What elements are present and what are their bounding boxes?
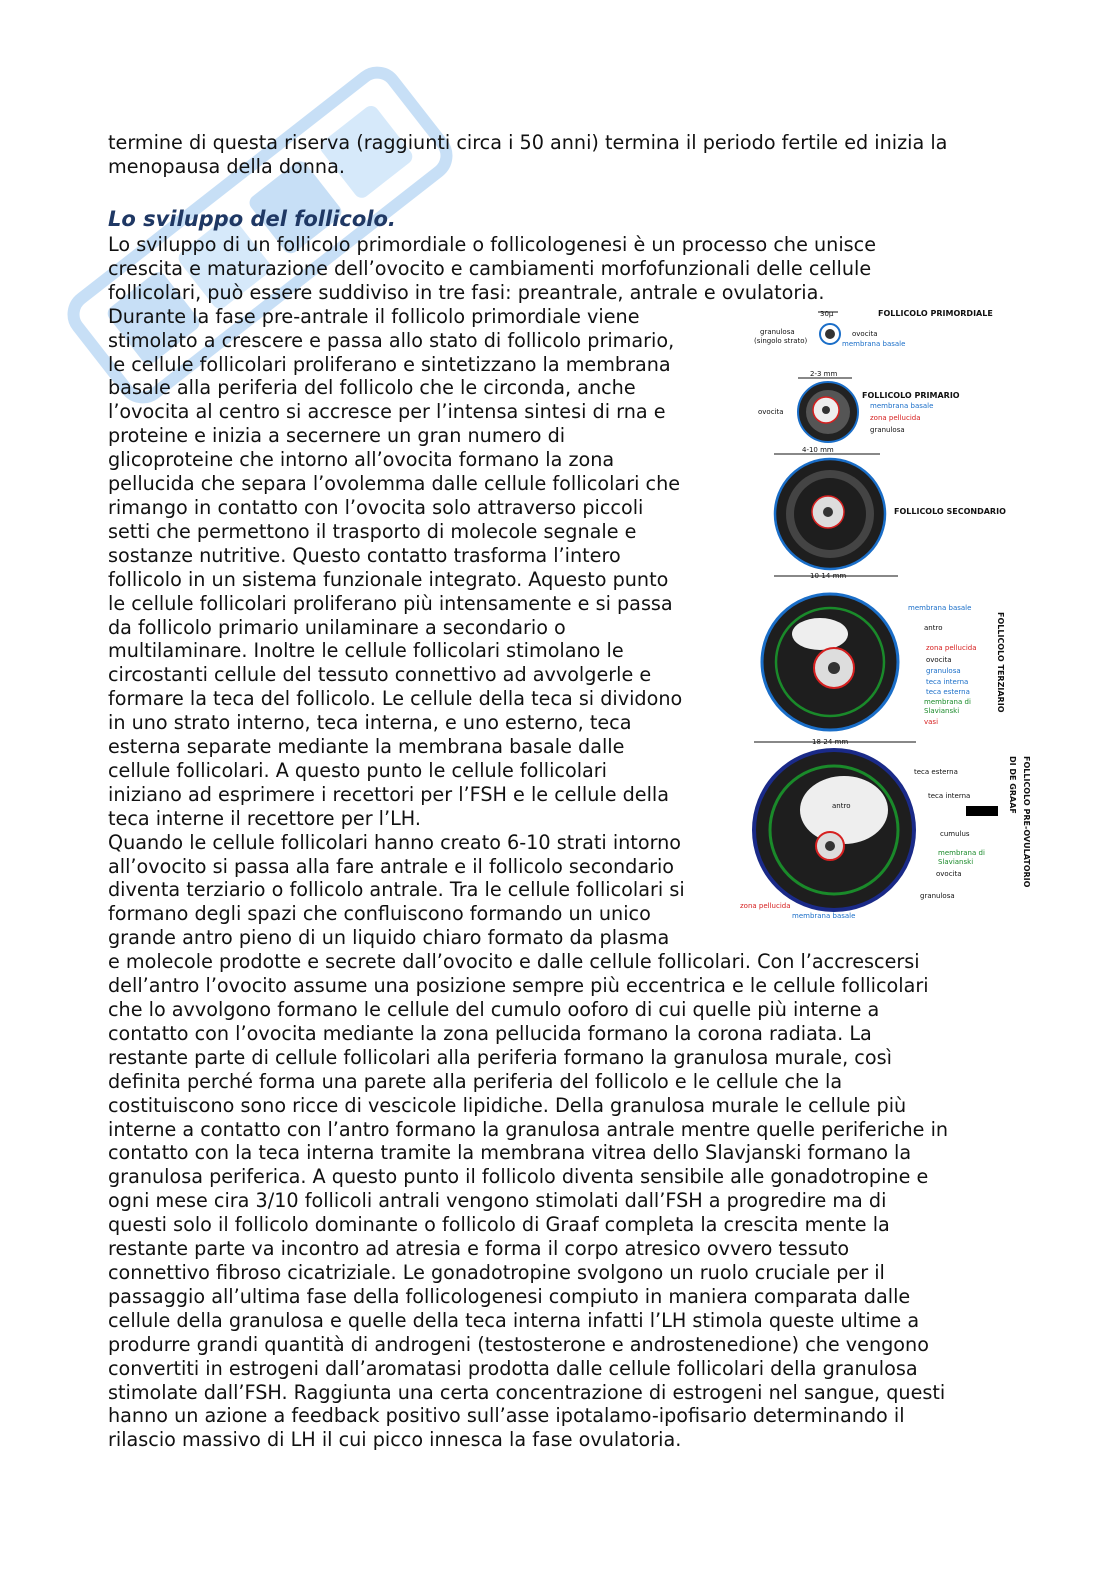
text-line: basale alla periferia del follicolo che le circonda, anche (108, 376, 636, 400)
tertiary-label: teca esterna (926, 688, 970, 696)
section-title: Lo sviluppo del follicolo. (108, 207, 396, 231)
tertiary-label: antro (924, 624, 943, 632)
text-line: stimolato a crescere e passa allo stato di follicolo primario, (108, 328, 675, 352)
primary-label: zona pellucida (870, 414, 921, 422)
text-line: l’ovocita al centro si accresce per l’intensa sintesi di rna e (108, 400, 666, 424)
text-line: follicolo in un sistema funzionale integrato. Aquesto punto (108, 567, 669, 591)
text-line: proteine e inizia a secernere un gran numero di (108, 424, 566, 448)
primary-label: membrana basale (870, 402, 934, 410)
graaf-size: 18-24 mm (812, 738, 849, 746)
primordial-title: FOLLICOLO PRIMORDIALE (878, 309, 993, 318)
graaf-label: Slavianski (938, 858, 974, 866)
tertiary-title: FOLLICOLO TERZIARIO (996, 612, 1005, 713)
text-line: formano degli spazi che confluiscono formando un unico (108, 902, 651, 926)
primary-label: ovocita (758, 408, 784, 416)
text-line: hanno un azione a feedback positivo sull’asse ipotalamo-ipofisario determinando il (108, 1404, 905, 1428)
tertiary-label: membrana di (924, 698, 971, 706)
primordial-label: granulosa (760, 328, 795, 336)
intro-paragraph (108, 131, 1008, 179)
text-line: definita perché forma una parete alla periferia del follicolo e le cellule che la (108, 1069, 843, 1093)
text-line: restante parte va incontro ad atresia e forma il corpo atresico ovvero tessuto (108, 1237, 850, 1261)
text-line: formare la teca del follicolo. Le cellule della teca si dividono (108, 687, 683, 711)
tertiary-label: Slavianski (924, 707, 960, 715)
text-line: grande antro pieno di un liquido chiaro formato da plasma (108, 926, 670, 950)
text-line: cellule follicolari. A questo punto le cellule follicolari (108, 758, 608, 782)
text-line: glicoproteine che intorno all’ovocita formano la zona (108, 448, 615, 472)
text-line: crescita e maturazione dell’ovocito e cambiamenti morfofunzionali delle cellule (108, 256, 872, 280)
text-line: cellule della granulosa e quelle della teca interna infatti l’LH stimola queste ultime a (108, 1308, 920, 1332)
text-line: esterna separate mediante la membrana basale dalle (108, 735, 625, 759)
tertiary-label: ovocita (926, 656, 952, 664)
text-line: sostanze nutritive. Questo contatto trasforma l’intero (108, 543, 621, 567)
text-line: multilaminare. Inoltre le cellule follicolari stimolano le (108, 639, 624, 663)
primary-follicle (758, 370, 960, 442)
graaf-label: teca interna (928, 792, 971, 800)
text-line: produrre grandi quantità di androgeni (testosterone e androstenedione) che vengono (108, 1332, 929, 1356)
text-line: iniziano ad esprimere i recettori per l’FSH e le cellule della (108, 782, 670, 806)
primary-title: FOLLICOLO PRIMARIO (862, 391, 960, 400)
text-line: e molecole prodotte e secrete dall’ovocito e dalle cellule follicolari. Con l’accrescersi (108, 950, 920, 974)
text-line: teca interne il recettore per l’LH. (108, 806, 421, 830)
primordial-follicle (754, 309, 993, 348)
graaf-label: teca esterna (914, 768, 958, 776)
graaf-label: antro (832, 802, 851, 810)
tertiary-size: 10-14 mm (810, 572, 847, 580)
text-line: passaggio all’ultima fase della follicologenesi compiuto in maniera comparata dalle (108, 1284, 911, 1308)
text-line: questi solo il follicolo dominante o follicolo di Graaf completa la crescita mente la (108, 1213, 890, 1237)
primordial-label: membrana basale (842, 340, 906, 348)
text-line: in uno strato interno, teca interna, e uno esterno, teca (108, 711, 632, 735)
graaf-follicle (740, 738, 1031, 920)
graaf-label: membrana basale (792, 912, 856, 920)
text-line: Lo sviluppo di un follicolo primordiale o follicologenesi è un processo che unisce (108, 233, 876, 256)
graaf-label: granulosa (920, 892, 955, 900)
text-line: costituiscono sono ricce di vescicole lipidiche. Della granulosa murale le cellule più (108, 1093, 907, 1117)
text-line: da follicolo primario unilaminare a secondario o (108, 615, 566, 639)
text-line: pellucida che separa l’ovolemma dalle cellule follicolari che (108, 472, 681, 496)
secondary-size: 4-10 mm (802, 446, 834, 454)
follicle-figure (740, 300, 1040, 925)
text-line: convertiti in estrogeni dall’aromatasi prodotta dalle cellule follicolari della granulosa (108, 1356, 918, 1380)
text-line: all’ovocito si passa alla fare antrale e il follicolo secondario (108, 854, 675, 878)
graaf-label: cumulus (940, 830, 970, 838)
text-line: circostanti cellule del tessuto connettivo ad avvolgerle e (108, 663, 652, 687)
secondary-title: FOLLICOLO SECONDARIO (894, 507, 1006, 516)
primordial-label: ovocita (852, 330, 878, 338)
tertiary-follicle (762, 572, 1005, 730)
tertiary-label: teca interna (926, 678, 969, 686)
text-line: Durante la fase pre-antrale il follicolo primordiale viene (108, 304, 640, 328)
tertiary-label: vasi (924, 718, 939, 726)
text-line: rilascio massivo di LH il cui picco innesca la fase ovulatoria. (108, 1428, 682, 1452)
tertiary-label: granulosa (926, 667, 961, 675)
graaf-title: DI DE GRAAF (1008, 756, 1017, 814)
text-line: dell’antro l’ovocito assume una posizione sempre più eccentrica e le cellule follicolari (108, 974, 929, 998)
text-line: restante parte di cellule follicolari alla periferia formano la granulosa murale, così (108, 1045, 892, 1069)
tertiary-label: membrana basale (908, 604, 972, 612)
secondary-follicle (774, 446, 1006, 569)
text-line: granulosa periferica. A questo punto il follicolo diventa sensibile alle gonadotropine e (108, 1165, 929, 1189)
graaf-label: membrana di (938, 849, 985, 857)
text-line: connettivo fibroso cicatriziale. Le gonadotropine svolgono un ruolo cruciale per il (108, 1260, 885, 1284)
text-line: interne a contatto con l’antro formano la granulosa antrale mentre quelle periferiche in (108, 1117, 949, 1141)
text-line: le cellule follicolari proliferano e sintetizzano la membrana (108, 352, 671, 376)
text-line: Quando le cellule follicolari hanno creato 6-10 strati intorno (108, 830, 682, 854)
text-line: termine di questa riserva (raggiunti circa i 50 anni) termina il periodo fertile ed inizia la (108, 131, 948, 154)
primary-label: granulosa (870, 426, 905, 434)
text-line: rimango in contatto con l’ovocita solo attraverso piccoli (108, 495, 644, 519)
graaf-label: ovocita (936, 870, 962, 878)
graaf-label: zona pellucida (740, 902, 791, 910)
primordial-label: (singolo strato) (754, 337, 808, 345)
text-line: follicolari, può essere suddiviso in tre fasi: preantrale, antrale e ovulatoria. (108, 280, 825, 304)
text-line: stimolate dall’FSH. Raggiunta una certa concentrazione di estrogeni nel sangue, questi (108, 1380, 946, 1404)
text-line: menopausa della donna. (108, 154, 345, 178)
text-line: diventa terziario o follicolo antrale. Tra le cellule follicolari si (108, 878, 685, 902)
text-line: le cellule follicolari proliferano più intensamente e si passa (108, 591, 673, 615)
primary-size: 2-3 mm (810, 370, 838, 378)
text-line: contatto con la teca interna tramite la membrana vitrea dello Slavjanski formano la (108, 1141, 912, 1165)
tertiary-label: zona pellucida (926, 644, 977, 652)
text-line: ogni mese cira 3/10 follicoli antrali vengono stimolati dall’FSH a progredire ma di (108, 1189, 887, 1213)
text-line: setti che permettono il trasporto di molecole segnale e (108, 519, 637, 543)
graaf-title: FOLLICOLO PRE-OVULATORIO (1022, 756, 1031, 888)
primordial-size: 30μ (820, 310, 834, 318)
text-line: che lo avvolgono formano le cellule del cumulo ooforo di cui quelle più interne a (108, 998, 880, 1021)
text-line: contatto con l’ovocita mediante la zona pellucida formano la corona radiata. La (108, 1021, 872, 1045)
